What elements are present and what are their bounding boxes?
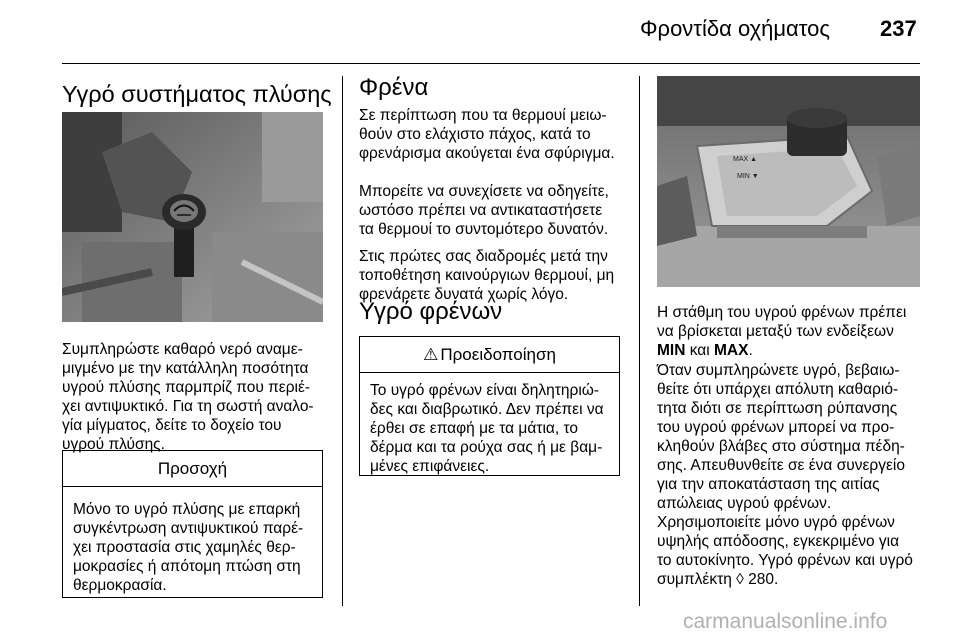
min-mark-text: MIN <box>657 342 686 359</box>
header-rule <box>62 63 920 64</box>
text-line: γία μίγματος, δείτε το δοχείο του <box>62 417 282 434</box>
max-mark-text: MAX <box>714 342 749 359</box>
text-line: μένες επιφάνειες. <box>370 458 490 475</box>
brake-fluid-cleanliness-paragraph <box>657 361 905 513</box>
text-line: θερμοκρασία. <box>73 577 167 594</box>
text-line-with-marks <box>657 341 906 360</box>
text-line: του υγρού φρένων μπορεί να προ- <box>657 419 895 436</box>
conjunction: και <box>685 342 714 359</box>
text-line: υγρού πλύσης παρμπρίζ που περιέ- <box>62 379 311 396</box>
text-line: Όταν συμπληρώνετε υγρό, βεβαιω- <box>657 362 900 379</box>
washer-fluid-reservoir-photo <box>62 112 323 322</box>
text-line: φρενάρισμα ακούγεται ένα σφύριγμα. <box>359 145 615 162</box>
header-title: Φροντίδα οχήματος <box>640 16 830 41</box>
text-line: τοποθέτηση καινούργιων θερμουί, μη <box>359 267 615 284</box>
brakes-paragraph-3 <box>359 247 614 304</box>
washer-reservoir-illustration <box>62 112 323 322</box>
washer-fluid-heading: Υγρό συστήματος πλύσης <box>62 81 332 107</box>
text-line: το αυτοκίνητο. Υγρό φρένων και υγρό <box>657 552 913 569</box>
text-line: δέρμα και τα ρούχα σας ή με βαμ- <box>370 439 603 456</box>
text-line <box>657 570 913 589</box>
text-line: υψηλής απόδοσης, εγκεκριμένο για <box>657 533 900 550</box>
text-line: Σε περίπτωση που τα θερμουί μειω- <box>359 107 607 124</box>
brakes-paragraph-1 <box>359 106 615 163</box>
text-line: μιγμένο με την κατάλληλη ποσότητα <box>62 360 309 377</box>
brake-fluid-heading: Υγρό φρένων <box>359 298 503 325</box>
max-mark-label: MAX ▲ <box>733 156 758 163</box>
warning-header <box>360 337 619 373</box>
caution-text <box>73 500 314 595</box>
page-number: 237 <box>880 16 917 41</box>
text-line: Συμπληρώστε καθαρό νερό αναμε- <box>62 341 303 358</box>
page-reference-icon: ◊ <box>736 571 744 588</box>
brakes-heading: Φρένα <box>359 74 429 101</box>
text-line: Η στάθμη του υγρού φρένων πρέπει <box>657 304 907 321</box>
washer-fluid-paragraph <box>62 340 314 454</box>
brake-fluid-reservoir-photo <box>657 76 920 287</box>
text-line: μοκρασίες ή απότομη πτώση στη <box>73 558 301 575</box>
text-line: χει προστασία στις χαμηλές θερ- <box>73 539 296 556</box>
text-line: δες και διαβρωτικό. Δεν πρέπει να <box>370 401 604 418</box>
warning-triangle-icon: ⚠ <box>423 345 439 364</box>
text-line: χει αντιψυκτικό. Για τη σωστή αναλο- <box>62 398 314 415</box>
min-mark-label: MIN ▼ <box>737 173 759 180</box>
text-line: απώλειας υγρού φρένων. <box>657 495 832 512</box>
text-span: συμπλέκτη <box>657 571 737 588</box>
text-line: τα θερμουί το συντομότερο δυνατόν. <box>359 221 609 238</box>
caution-title: Προσοχή <box>63 451 322 487</box>
brake-fluid-level-paragraph <box>657 303 906 360</box>
text-line: συγκέντρωση αντιψυκτικού παρέ- <box>73 520 304 537</box>
text-line: να βρίσκεται μεταξύ των ενδείξεων <box>657 323 894 340</box>
page-reference-link[interactable]: 280. <box>743 571 779 588</box>
watermark: carmanualsonline.info <box>683 610 888 633</box>
column-divider-2 <box>639 76 640 606</box>
warning-text <box>370 381 611 476</box>
text-line: Το υγρό φρένων είναι δηλητηριώ- <box>370 382 600 399</box>
text-line: φρενάρετε δυνατά χωρίς λόγο. <box>359 286 569 303</box>
column-divider-1 <box>342 76 343 606</box>
text-line: κληθούν βλάβες στο σύστημα πέδη- <box>657 438 905 455</box>
period: . <box>748 342 753 359</box>
text-line: τητα διότι σε περίπτωση ρύπανσης <box>657 400 898 417</box>
text-line: θούν στο ελάχιστο πάχος, κατά το <box>359 126 591 143</box>
warning-title: Προειδοποίηση <box>440 345 556 364</box>
brakes-paragraph-2 <box>359 182 609 239</box>
caution-box <box>62 450 323 598</box>
text-line: έρθει σε επαφή με τα μάτια, το <box>370 420 578 437</box>
text-line: Μόνο το υγρό πλύσης με επαρκή <box>73 501 301 518</box>
text-line: Χρησιμοποιείτε μόνο υγρό φρένων <box>657 514 895 531</box>
text-line: θείτε ότι υπάρχει απόλυτη καθαριό- <box>657 381 899 398</box>
brake-reservoir-illustration <box>657 76 920 287</box>
text-line: Μπορείτε να συνεχίσετε να οδηγείτε, <box>359 183 609 200</box>
text-line: σης. Απευθυνθείτε σε ένα συνεργείο <box>657 457 905 474</box>
text-line: Στις πρώτες σας διαδρομές μετά την <box>359 248 608 265</box>
text-line: υγρού πλύσης. <box>62 436 165 453</box>
brake-fluid-type-paragraph <box>657 513 913 589</box>
text-line: για την αποκατάσταση της αιτίας <box>657 476 880 493</box>
warning-box <box>359 336 620 476</box>
text-line: ωστόσο πρέπει να αντικαταστήσετε <box>359 202 603 219</box>
